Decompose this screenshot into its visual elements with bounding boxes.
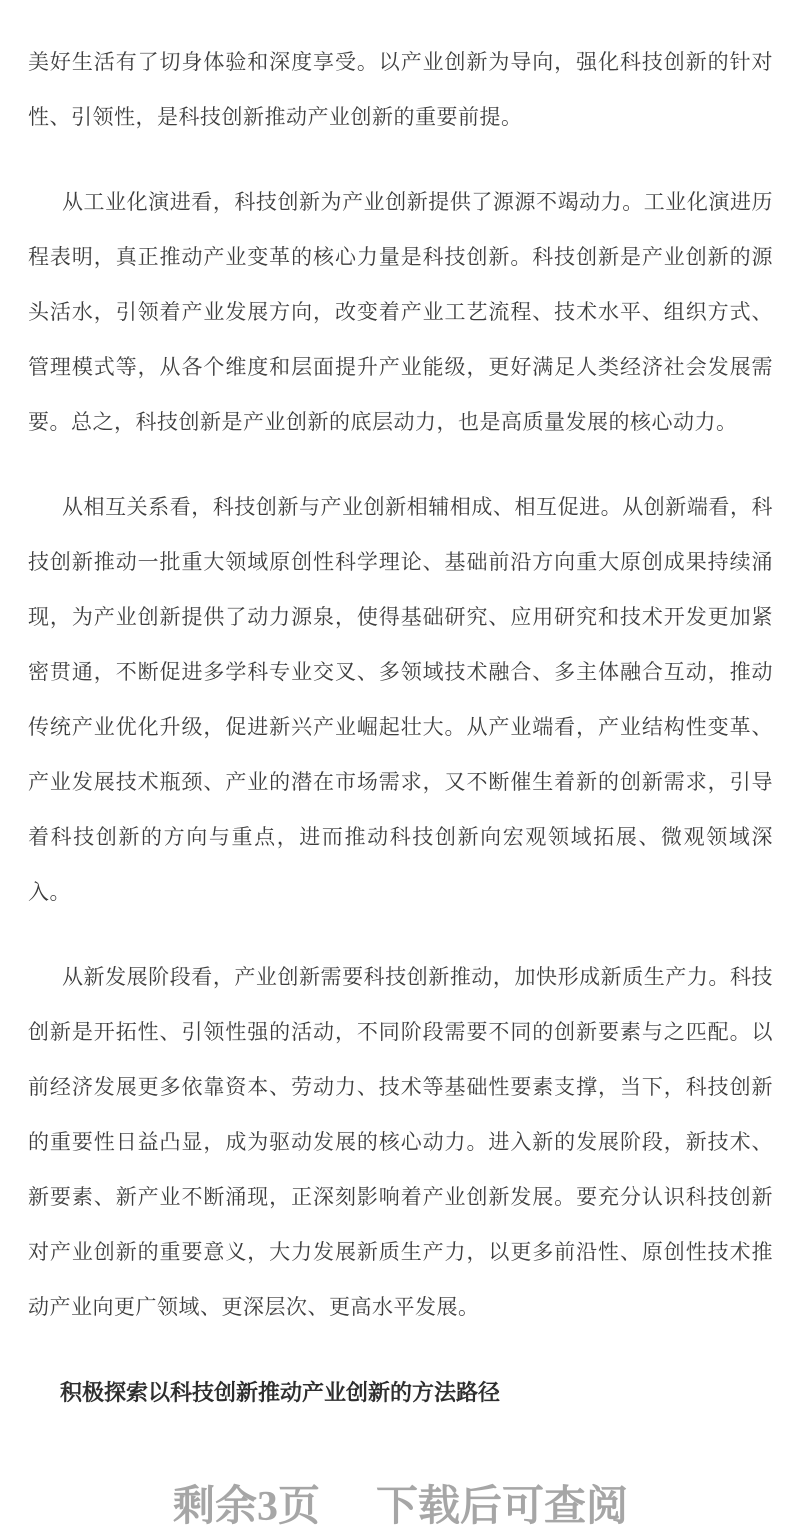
paragraph: 从新发展阶段看，产业创新需要科技创新推动，加快形成新质生产力。科技创新是开拓性、引领性强的活动，不同阶段需要不同的创新要素与之匹配。以前经济发展更多依靠资本、劳动力、技术等基础性要素支撑，当下，科技创新的重要性日益凸显，成为驱动发展的核心动力。进入新的发展阶段，新技术、新要素、新产业不断涌现，正深刻影响着产业创新发展。要充分认识科技创新对产业创新的重要意义，大力发展新质生产力，以更多前沿性、原创性技术推动产业向更广领域、更深层次、更高水平发展。 — [28, 966, 773, 1319]
remaining-pages-notice — [28, 1482, 773, 1532]
paragraph: 从相互关系看，科技创新与产业创新相辅相成、相互促进。从创新端看，科技创新推动一批重大领域原创性科学理论、基础前沿方向重大原创成果持续涌现，为产业创新提供了动力源泉，使得基础研究、应用研究和技术开发更加紧密贯通，不断促进多学科专业交叉、多领域技术融合、多主体融合互动，推动传统产业优化升级，促进新兴产业崛起壮大。从产业端看，产业结构性变革、产业发展技术瓶颈、产业的潜在市场需求，又不断催生着新的创新需求，引导着科技创新的方向与重点，进而推动科技创新向宏观领域拓展、微观领域深入。 — [28, 496, 773, 904]
section-heading: 积极探索以科技创新推动产业创新的方法路径 — [60, 1380, 501, 1405]
download-to-view-label: 下载后可查阅 — [376, 1484, 629, 1530]
remaining-pages-count: 剩余3页 — [172, 1484, 320, 1530]
paragraph: 从工业化演进看，科技创新为产业创新提供了源源不竭动力。工业化演进历程表明，真正推动产业变革的核心力量是科技创新。科技创新是产业创新的源头活水，引领着产业发展方向，改变着产业工艺流程、技术水平、组织方式、管理模式等，从各个维度和层面提升产业能级，更好满足人类经济社会发展需要。总之，科技创新是产业创新的底层动力，也是高质量发展的核心动力。 — [28, 191, 773, 434]
paragraph-continuation: 美好生活有了切身体验和深度享受。以产业创新为导向，强化科技创新的针对性、引领性，是科技创新推动产业创新的重要前提。 — [28, 51, 773, 129]
